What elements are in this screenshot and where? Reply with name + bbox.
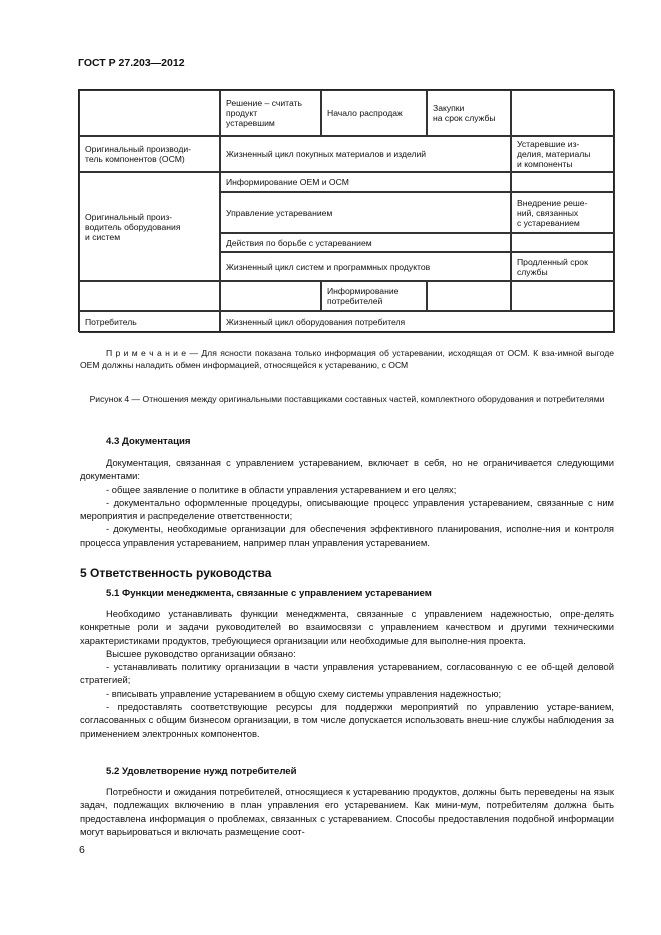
section-5-1-body (80, 607, 614, 740)
cell-empty (79, 90, 220, 136)
cell-empty (511, 233, 615, 252)
page-number: 6 (79, 844, 85, 856)
cell-empty (427, 281, 511, 311)
list-item: - документы, необходимые организации для обеспечения эффективного планирования, исполне-ния и контроля процесса управления устареванием, например план управления устареванием. (80, 523, 614, 548)
cell-decision: Решение – считать продукт устаревшим (220, 90, 321, 136)
cell-oem: Оригинальный произ- водитель оборудования и систем (79, 172, 220, 281)
cell-consumer: Потребитель (79, 311, 220, 333)
cell-sales-start: Начало распродаж (321, 90, 427, 136)
paragraph: Необходимо устанавливать функции менеджмента, связанные с управлением надежностью, опре-делять конкретные роли и задачи руководителей во взаимосвязи с управлением качеством и другими техническими характеристиками продуктов, требующиеся организации или необходимые для выполне-ния проекта. (80, 608, 614, 646)
paragraph: Документация, связанная с управлением устареванием, включает в себя, но не ограничивается следующими документами: (80, 457, 614, 482)
cell-obsolescence-management: Управление устареванием (220, 192, 511, 233)
list-item: - предоставлять соответствующие ресурсы для поддержки мероприятий по управлению устаре-ванием, согласованных с общим бизнесом организации, в том числе допускается использовать внеш-ние службы наблюдения за применением электронных компонентов. (80, 701, 614, 739)
cell-inform-consumers: Информирование потребителей (321, 281, 427, 311)
document-header: ГОСТ Р 27.203—2012 (78, 57, 185, 69)
figure-note: П р и м е ч а н и е — Для ясности показана только информация об устаревании, исходящая от ОСМ. К вза-имной выгоде ОЕМ должны наладить обмен информацией, относящейся к устареванию, с ОСМ (80, 348, 614, 370)
figure-table (78, 89, 614, 332)
section-4-3-title: 4.3 Документация (106, 436, 191, 447)
section-5-2-body (80, 785, 614, 838)
cell-materials-lifecycle: Жизненный цикл покупных материалов и изделий (220, 136, 511, 172)
section-5-2-title: 5.2 Удовлетворение нужд потребителей (106, 766, 297, 777)
cell-ocm: Оригинальный производи- тель компонентов (ОСМ) (79, 136, 220, 172)
list-item: - устанавливать политику организации в части управления устареванием, согласованную с ее об-щей деловой стратегией; (80, 661, 614, 686)
section-4-3-body (80, 456, 614, 549)
section-5-title: 5 Ответственность руководства (80, 566, 272, 580)
cell-extended-service-life: Продленный срок службы (511, 252, 615, 281)
cell-obsolescence-actions: Действия по борьбе с устареванием (220, 233, 511, 252)
list-item: - документально оформленные процедуры, описывающие процесс управления устареванием, связанные с ним мероприятия и распределение ответственности; (80, 496, 614, 522)
cell-empty (511, 281, 615, 311)
cell-empty (220, 281, 321, 311)
cell-empty (79, 281, 220, 311)
section-5-1-title: 5.1 Функции менеджмента, связанные с управлением устареванием (106, 588, 432, 599)
list-item: - вписывать управление устареванием в общую схему системы управления надежностью; (106, 687, 502, 699)
cell-purchases: Закупки на срок службы (427, 90, 511, 136)
cell-obsolete-items: Устаревшие из- делия, материалы и компоненты (511, 136, 615, 172)
list-item: - общее заявление о политике в области управления устареванием и его целях; (106, 483, 457, 495)
cell-implement-solutions: Внедрение реше- ний, связанных с устареванием (511, 192, 615, 233)
cell-equipment-lifecycle: Жизненный цикл оборудования потребителя (220, 311, 615, 333)
paragraph: Высшее руководство организации обязано: (106, 647, 296, 659)
cell-systems-lifecycle: Жизненный цикл систем и программных продуктов (220, 252, 511, 281)
cell-empty (511, 90, 615, 136)
cell-empty (511, 172, 615, 192)
cell-inform-oem-ocm: Информирование ОЕМ и ОСМ (220, 172, 511, 192)
paragraph: Потребности и ожидания потребителей, относящиеся к устареванию продуктов, должны быть переведены на язык задач, подлежащих включению в план управления его устареванием. Как мини-мум, потребителям должна быть предоставлена информация о проблемах, связанных с устареванием. Способы предоставления подобной информации могут варьироваться и включать размещение соот- (80, 786, 614, 837)
figure-caption: Рисунок 4 — Отношения между оригинальными поставщиками составных частей, комплектного оборудования и потребителями (89, 394, 605, 404)
